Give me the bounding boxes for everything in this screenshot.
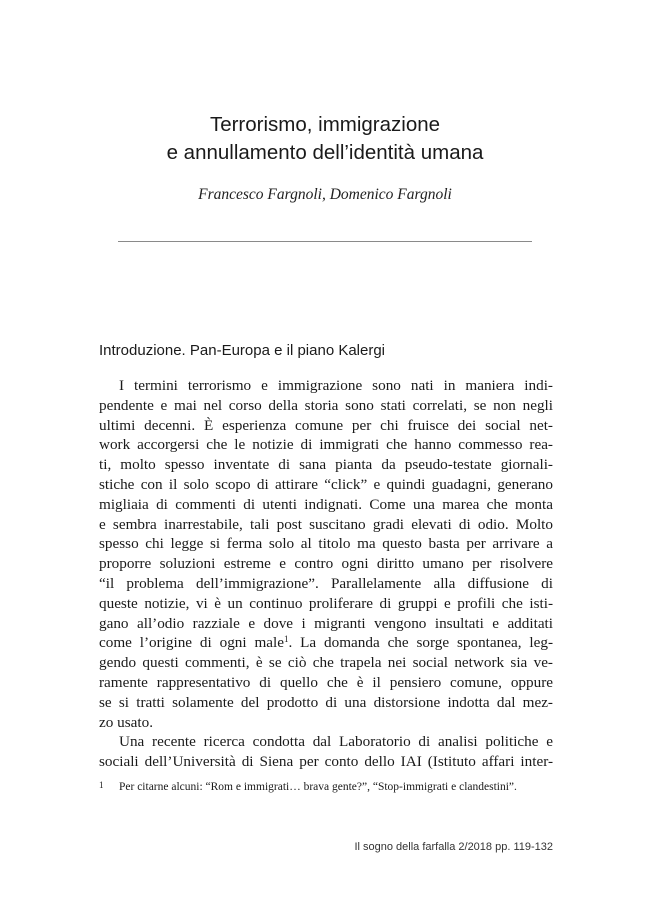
- article-title: [0, 111, 650, 167]
- body-line: ramente rappresentativo di quello che è il pensiero comune, oppure: [99, 673, 553, 691]
- body-line: pendente e mai nel corso della storia sono stati correlati, se non negli: [99, 396, 553, 414]
- body-line: proporre soluzioni estreme e contro ogni diritto umano per risolvere: [99, 555, 553, 573]
- body-line: gendo questi commenti, è se ciò che trapela nei social network sia ve-: [99, 654, 553, 672]
- body-text: [99, 376, 553, 772]
- title-line-2: e annullamento dell’identità umana: [166, 141, 484, 164]
- body-line: Una recente ricerca condotta dal Laboratorio di analisi politiche e: [119, 733, 553, 751]
- body-line: stiche con il solo scopo di attirare “click” e quindi guadagni, generano: [99, 475, 553, 493]
- body-line: zo usato.: [99, 713, 153, 731]
- body-line: migliaia di commenti di utenti indignati. Come una marea che monta: [99, 495, 553, 513]
- body-line: gano all’odio razziale e dove i migranti vengono insultati e additati: [99, 614, 553, 632]
- body-line: e sembra inarrestabile, tali post suscitano gradi elevati di odio. Molto: [99, 515, 553, 533]
- footnote-number: 1: [99, 780, 104, 790]
- running-footer: Il sogno della farfalla 2/2018 pp. 119-132: [354, 841, 553, 853]
- body-line: se si tratti solamente del prodotto di una distorsione indotta dal mez-: [99, 693, 553, 711]
- title-line-1: Terrorismo, immigrazione: [209, 113, 441, 136]
- body-line: queste notizie, vi è un continuo proliferare di gruppi e profili che isti-: [99, 594, 553, 612]
- title-divider: [118, 241, 532, 242]
- body-line: I termini terrorismo e immigrazione sono nati in maniera indi-: [119, 377, 553, 394]
- body-line: work accorgersi che le notizie di immigrati che hanno commesso rea-: [99, 436, 553, 454]
- body-line: spesso chi legge si ferma solo al titolo ma questo basta per arrivare a: [99, 535, 553, 553]
- body-line-part: . La domanda che sorge spontanea, leg-: [288, 634, 553, 652]
- article-authors: Francesco Fargnoli, Domenico Fargnoli: [198, 186, 452, 203]
- section-heading: Introduzione. Pan-Europa e il piano Kalergi: [99, 342, 386, 359]
- body-line: sociali dell’Università di Siena per conto dello IAI (Istituto affari inter-: [99, 753, 553, 771]
- body-line: ti, molto spesso inventate di sana pianta da pseudo-testate giornali-: [99, 456, 553, 474]
- body-line-with-footnote: [99, 633, 553, 653]
- body-line: “il problema dell’immigrazione”. Parallelamente alla diffusione di: [99, 574, 553, 592]
- footnote-reference[interactable]: 1: [283, 634, 289, 645]
- body-line: ultimi decenni. È esperienza comune per chi fruisce dei social net-: [99, 416, 553, 434]
- footnote-text: Per citarne alcuni: “Rom e immigrati… brava gente?”, “Stop-immigrati e clandestini”.: [119, 781, 517, 793]
- body-line-part: come l’origine di ogni male: [99, 634, 284, 652]
